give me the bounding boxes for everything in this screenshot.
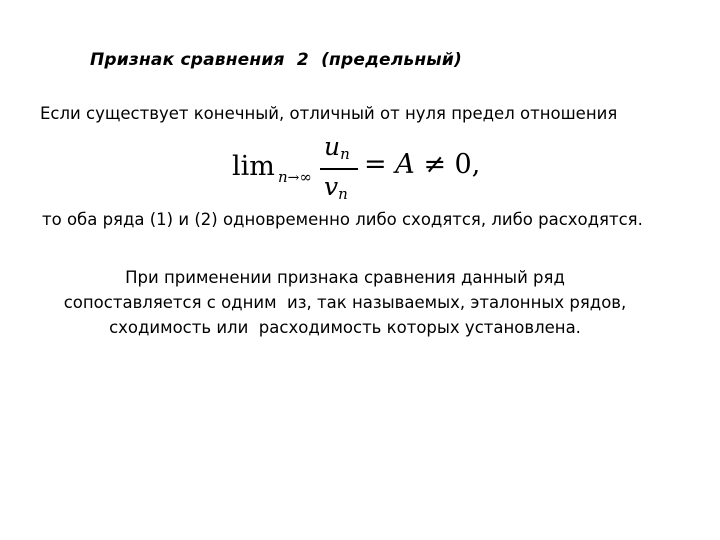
lim-operator: lim [232, 151, 275, 182]
denominator-base: v [324, 172, 339, 201]
constant-a: A [395, 149, 415, 180]
denominator-subscript: n [338, 185, 348, 203]
intro-text: Если существует конечный, отличный от нуля предел отношения [40, 104, 618, 123]
explanation-paragraph [30, 265, 660, 340]
lim-arrow: → [287, 170, 300, 186]
fraction-denominator [324, 172, 348, 203]
paragraph-line: сопоставляется с одним из, так называемых, эталонных рядов, [63, 293, 627, 312]
paragraph-line: сходимость или расходимость которых установлена. [109, 318, 581, 337]
limit-formula [232, 132, 481, 204]
paragraph-line: При применении признака сравнения данный ряд [125, 268, 565, 287]
numerator-base: u [324, 132, 341, 161]
lim-variable: n [278, 168, 288, 186]
zero-value: 0, [454, 149, 481, 180]
slide-title: Признак сравнения 2 (предельный) [90, 50, 462, 70]
lim-subscript [278, 168, 312, 186]
fraction-numerator [324, 132, 350, 163]
numerator-subscript: n [340, 145, 350, 163]
fraction-bar [320, 168, 358, 170]
lim-target: ∞ [299, 168, 312, 186]
not-equal-sign: ≠ [423, 149, 446, 180]
equals-sign: = [364, 149, 387, 180]
conclusion-text: то оба ряда (1) и (2) одновременно либо сходятся, либо расходятся. [42, 210, 643, 229]
formula-right-side [364, 149, 480, 180]
